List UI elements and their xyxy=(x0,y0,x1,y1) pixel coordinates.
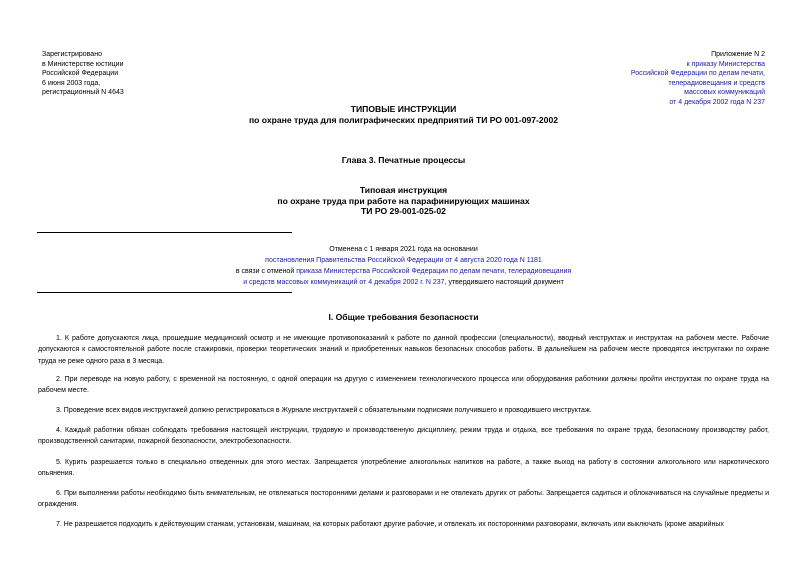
appendix-link-line[interactable]: от 4 декабря 2002 года N 237 xyxy=(669,98,765,106)
appendix-link-line[interactable]: массовых коммуникаций xyxy=(684,89,765,97)
divider-top xyxy=(37,232,292,233)
cancellation-text: в связи с отменой xyxy=(235,268,297,275)
document-title xyxy=(0,104,807,126)
section-title: I. Общие требования безопасности xyxy=(328,312,479,322)
cancellation-note xyxy=(0,244,807,288)
registration-line: Российской Федерации xyxy=(42,70,119,78)
registration-block xyxy=(42,50,124,98)
cancellation-link[interactable]: приказа Министерства Российской Федерации по делам печати, телерадиовещания xyxy=(296,268,572,275)
paragraph: 5. Курить разрешается только в специально отведенных для этого местах. Запрещается употребление алкогольных напитков на работе, а также выход на работу в состоянии алкогольного или наркотического опьянения. xyxy=(38,459,769,478)
paragraph: 7. Не разрешается подходить к действующим станкам, установкам, машинам, на которых работают другие рабочие, и отвлекать их посторонними разговорами, включать или выключать (кроме аварийных xyxy=(56,521,724,528)
paragraph: 1. К работе допускаются лица, прошедшие медицинский осмотр и не имеющие противопоказаний к работе по данной профессии (специальности), вводный инструктаж и инструктаж на рабочем месте. Рабочие допускаются к самостоятельной работе после стажировки, проверки теоретических знаний и приобретенных навыков безопасных способов работы. В дальнейшем на рабочем месте проводятся инструктажи по охране труда не реже одного раза в 3 месяца. xyxy=(38,335,769,365)
cancellation-line xyxy=(0,277,807,288)
appendix-link-line[interactable]: телерадиовещания и средств xyxy=(668,79,765,87)
registration-line: Зарегистрировано xyxy=(42,51,102,58)
cancellation-link[interactable]: и средств массовых коммуникаций от 4 декабря 2002 г. N 237 xyxy=(243,279,445,286)
instruction-title xyxy=(0,185,807,217)
cancellation-line xyxy=(0,266,807,277)
document-subtitle-line: по охране труда для полиграфических предприятий ТИ РО 001-097-2002 xyxy=(248,115,559,125)
instruction-code: ТИ РО 29-001-025-02 xyxy=(361,206,446,216)
chapter-title: Глава 3. Печатные процессы xyxy=(341,155,466,165)
registration-line: 6 июня 2003 года, xyxy=(42,79,101,87)
instruction-title-line: Типовая инструкция xyxy=(359,185,448,195)
appendix-link-line[interactable]: к приказу Министерства xyxy=(686,60,765,68)
registration-line: в Министерстве юстиции xyxy=(42,60,124,68)
cancellation-text: , утвердившего настоящий документ xyxy=(444,279,564,286)
appendix-link-line[interactable]: Российской Федерации по делам печати, xyxy=(630,70,765,78)
paragraph: 2. При переводе на новую работу, с временной на постоянную, с одной операции на другую с изменением технологического процесса или оборудования работники должны пройти инструктаж по охране труда на рабочем месте. xyxy=(38,376,769,395)
cancellation-link[interactable]: постановления Правительства Российской Федерации от 4 августа 2020 года N 1181 xyxy=(265,257,542,264)
registration-line: регистрационный N 4643 xyxy=(42,89,124,97)
appendix-title: Приложение N 2 xyxy=(711,51,765,58)
paragraph: 6. При выполнении работы необходимо быть внимательным, не отвлекаться посторонними делами и разговорами и не отвлекать других от работы. Запрещается садиться и облокачиваться на случайные предметы и ограждения. xyxy=(38,490,769,509)
paragraph: 4. Каждый работник обязан соблюдать требования настоящей инструкции, трудовую и производственную дисциплину, режим труда и отдыха, все требования по охране труда, безопасному производству работ, производственной санитарии, пожарной безопасности, электробезопасности. xyxy=(38,427,769,446)
instruction-title-line: по охране труда при работе на парафинирующих машинах xyxy=(277,195,530,206)
appendix-block xyxy=(631,50,765,108)
cancellation-line: Отменена с 1 января 2021 года на основании xyxy=(329,246,478,253)
document-title-line: ТИПОВЫЕ ИНСТРУКЦИИ xyxy=(350,104,457,114)
paragraph: 3. Проведение всех видов инструктажей должно регистрироваться в Журнале инструктажей с обязательными подписями получившего и проводившего инструктаж. xyxy=(56,407,592,414)
divider-bottom xyxy=(37,292,292,293)
